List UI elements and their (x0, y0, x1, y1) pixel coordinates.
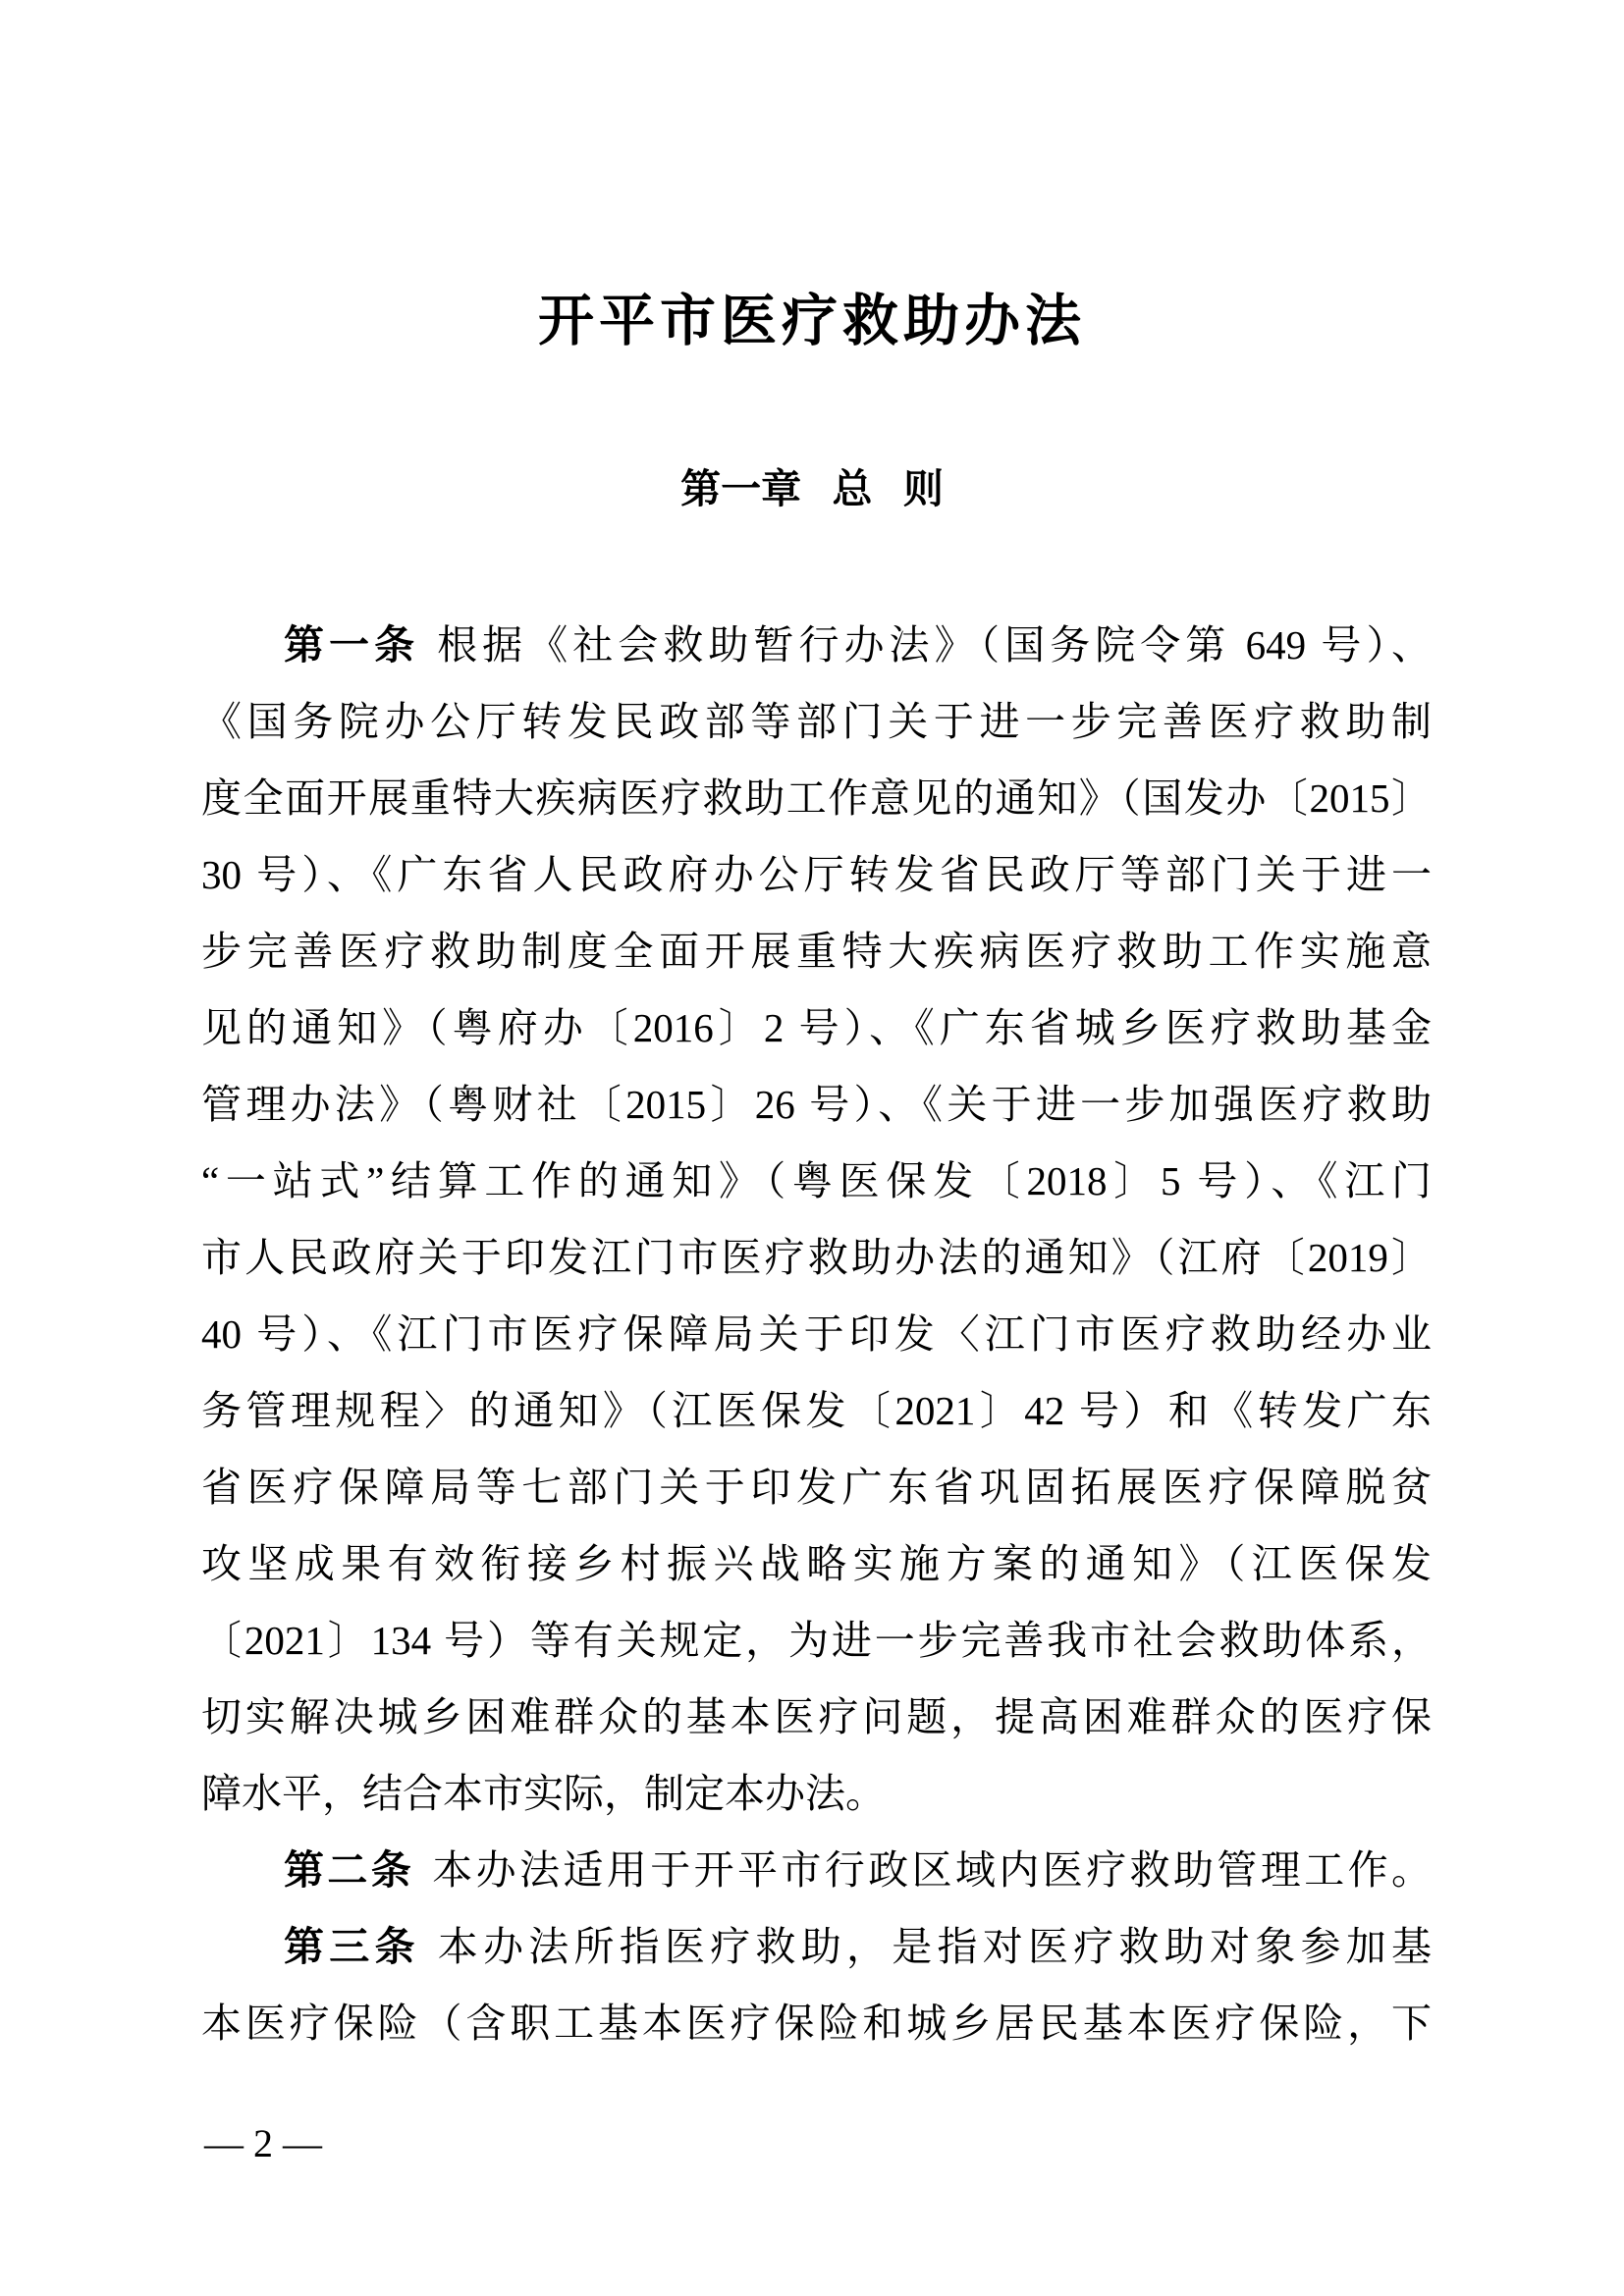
line-text: 40 号）、《江门市医疗保障局关于印发〈江门市医疗救助经办业 (201, 1311, 1432, 1357)
article-label: 第一条 (284, 622, 420, 667)
body-line (201, 1525, 1432, 1602)
body-line (201, 1908, 1432, 1985)
body-line (201, 1296, 1432, 1372)
body-line (201, 1372, 1432, 1449)
line-text: 见的通知》（粤府办〔2016〕2 号）、《广东省城乡医疗救助基金 (201, 1005, 1432, 1050)
line-text: 省医疗保障局等七部门关于印发广东省巩固拓展医疗保障脱贫 (201, 1465, 1432, 1510)
body-line (201, 1143, 1432, 1219)
chapter-heading: 第一章 总 则 (680, 466, 944, 511)
line-text: 根据《社会救助暂行办法》（国务院令第 649 号）、 (437, 622, 1433, 667)
line-text: 《国务院办公厅转发民政部等部门关于进一步完善医疗救助制 (201, 699, 1432, 744)
body-line (201, 1832, 1432, 1908)
line-text: “一站式”结算工作的通知》（粤医保发〔2018〕5 号）、《江门 (201, 1158, 1432, 1203)
article-label: 第二条 (284, 1847, 415, 1893)
body-line (201, 913, 1432, 989)
line-text: 市人民政府关于印发江门市医疗救助办法的通知》（江府〔2019〕 (201, 1235, 1432, 1280)
line-text: 务管理规程〉的通知》（江医保发〔2021〕42 号）和《转发广东 (201, 1388, 1432, 1433)
line-text: 步完善医疗救助制度全面开展重特大疾病医疗救助工作实施意 (201, 929, 1432, 974)
body-line (201, 1066, 1432, 1143)
body-line (201, 836, 1432, 913)
line-text: 障水平，结合本市实际，制定本办法。 (201, 1771, 886, 1816)
body-line (201, 760, 1432, 836)
article-label: 第三条 (284, 1924, 420, 1969)
document-title: 开平市医疗救助办法 (538, 291, 1086, 352)
line-text: 攻坚成果有效衔接乡村振兴战略实施方案的通知》（江医保发 (201, 1541, 1432, 1586)
line-text: 〔2021〕134 号）等有关规定，为进一步完善我市社会救助体系， (201, 1618, 1432, 1663)
body-line (201, 989, 1432, 1066)
line-text: 切实解决城乡困难群众的基本医疗问题，提高困难群众的医疗保 (201, 1694, 1432, 1739)
body-line (201, 1985, 1432, 2061)
body-line (201, 683, 1432, 760)
body-line (201, 1219, 1432, 1296)
line-text: 本医疗保险（含职工基本医疗保险和城乡居民基本医疗保险，下 (201, 2001, 1432, 2046)
body-line (201, 1602, 1432, 1679)
body-line (201, 1449, 1432, 1525)
body-line (201, 1755, 1432, 1832)
line-text: 本办法所指医疗救助，是指对医疗救助对象参加基 (437, 1924, 1432, 1969)
line-text: 度全面开展重特大疾病医疗救助工作意见的通知》（国发办〔2015〕 (201, 775, 1432, 821)
document-body (201, 607, 1432, 2061)
body-line (201, 1679, 1432, 1755)
line-text: 30 号）、《广东省人民政府办公厅转发省民政厅等部门关于进一 (201, 852, 1432, 897)
page-number: — 2 — (204, 2121, 322, 2165)
body-line (201, 607, 1432, 683)
line-text: 管理办法》（粤财社〔2015〕26 号）、《关于进一步加强医疗救助 (201, 1082, 1432, 1127)
line-text: 本办法适用于开平市行政区域内医疗救助管理工作。 (432, 1847, 1433, 1893)
